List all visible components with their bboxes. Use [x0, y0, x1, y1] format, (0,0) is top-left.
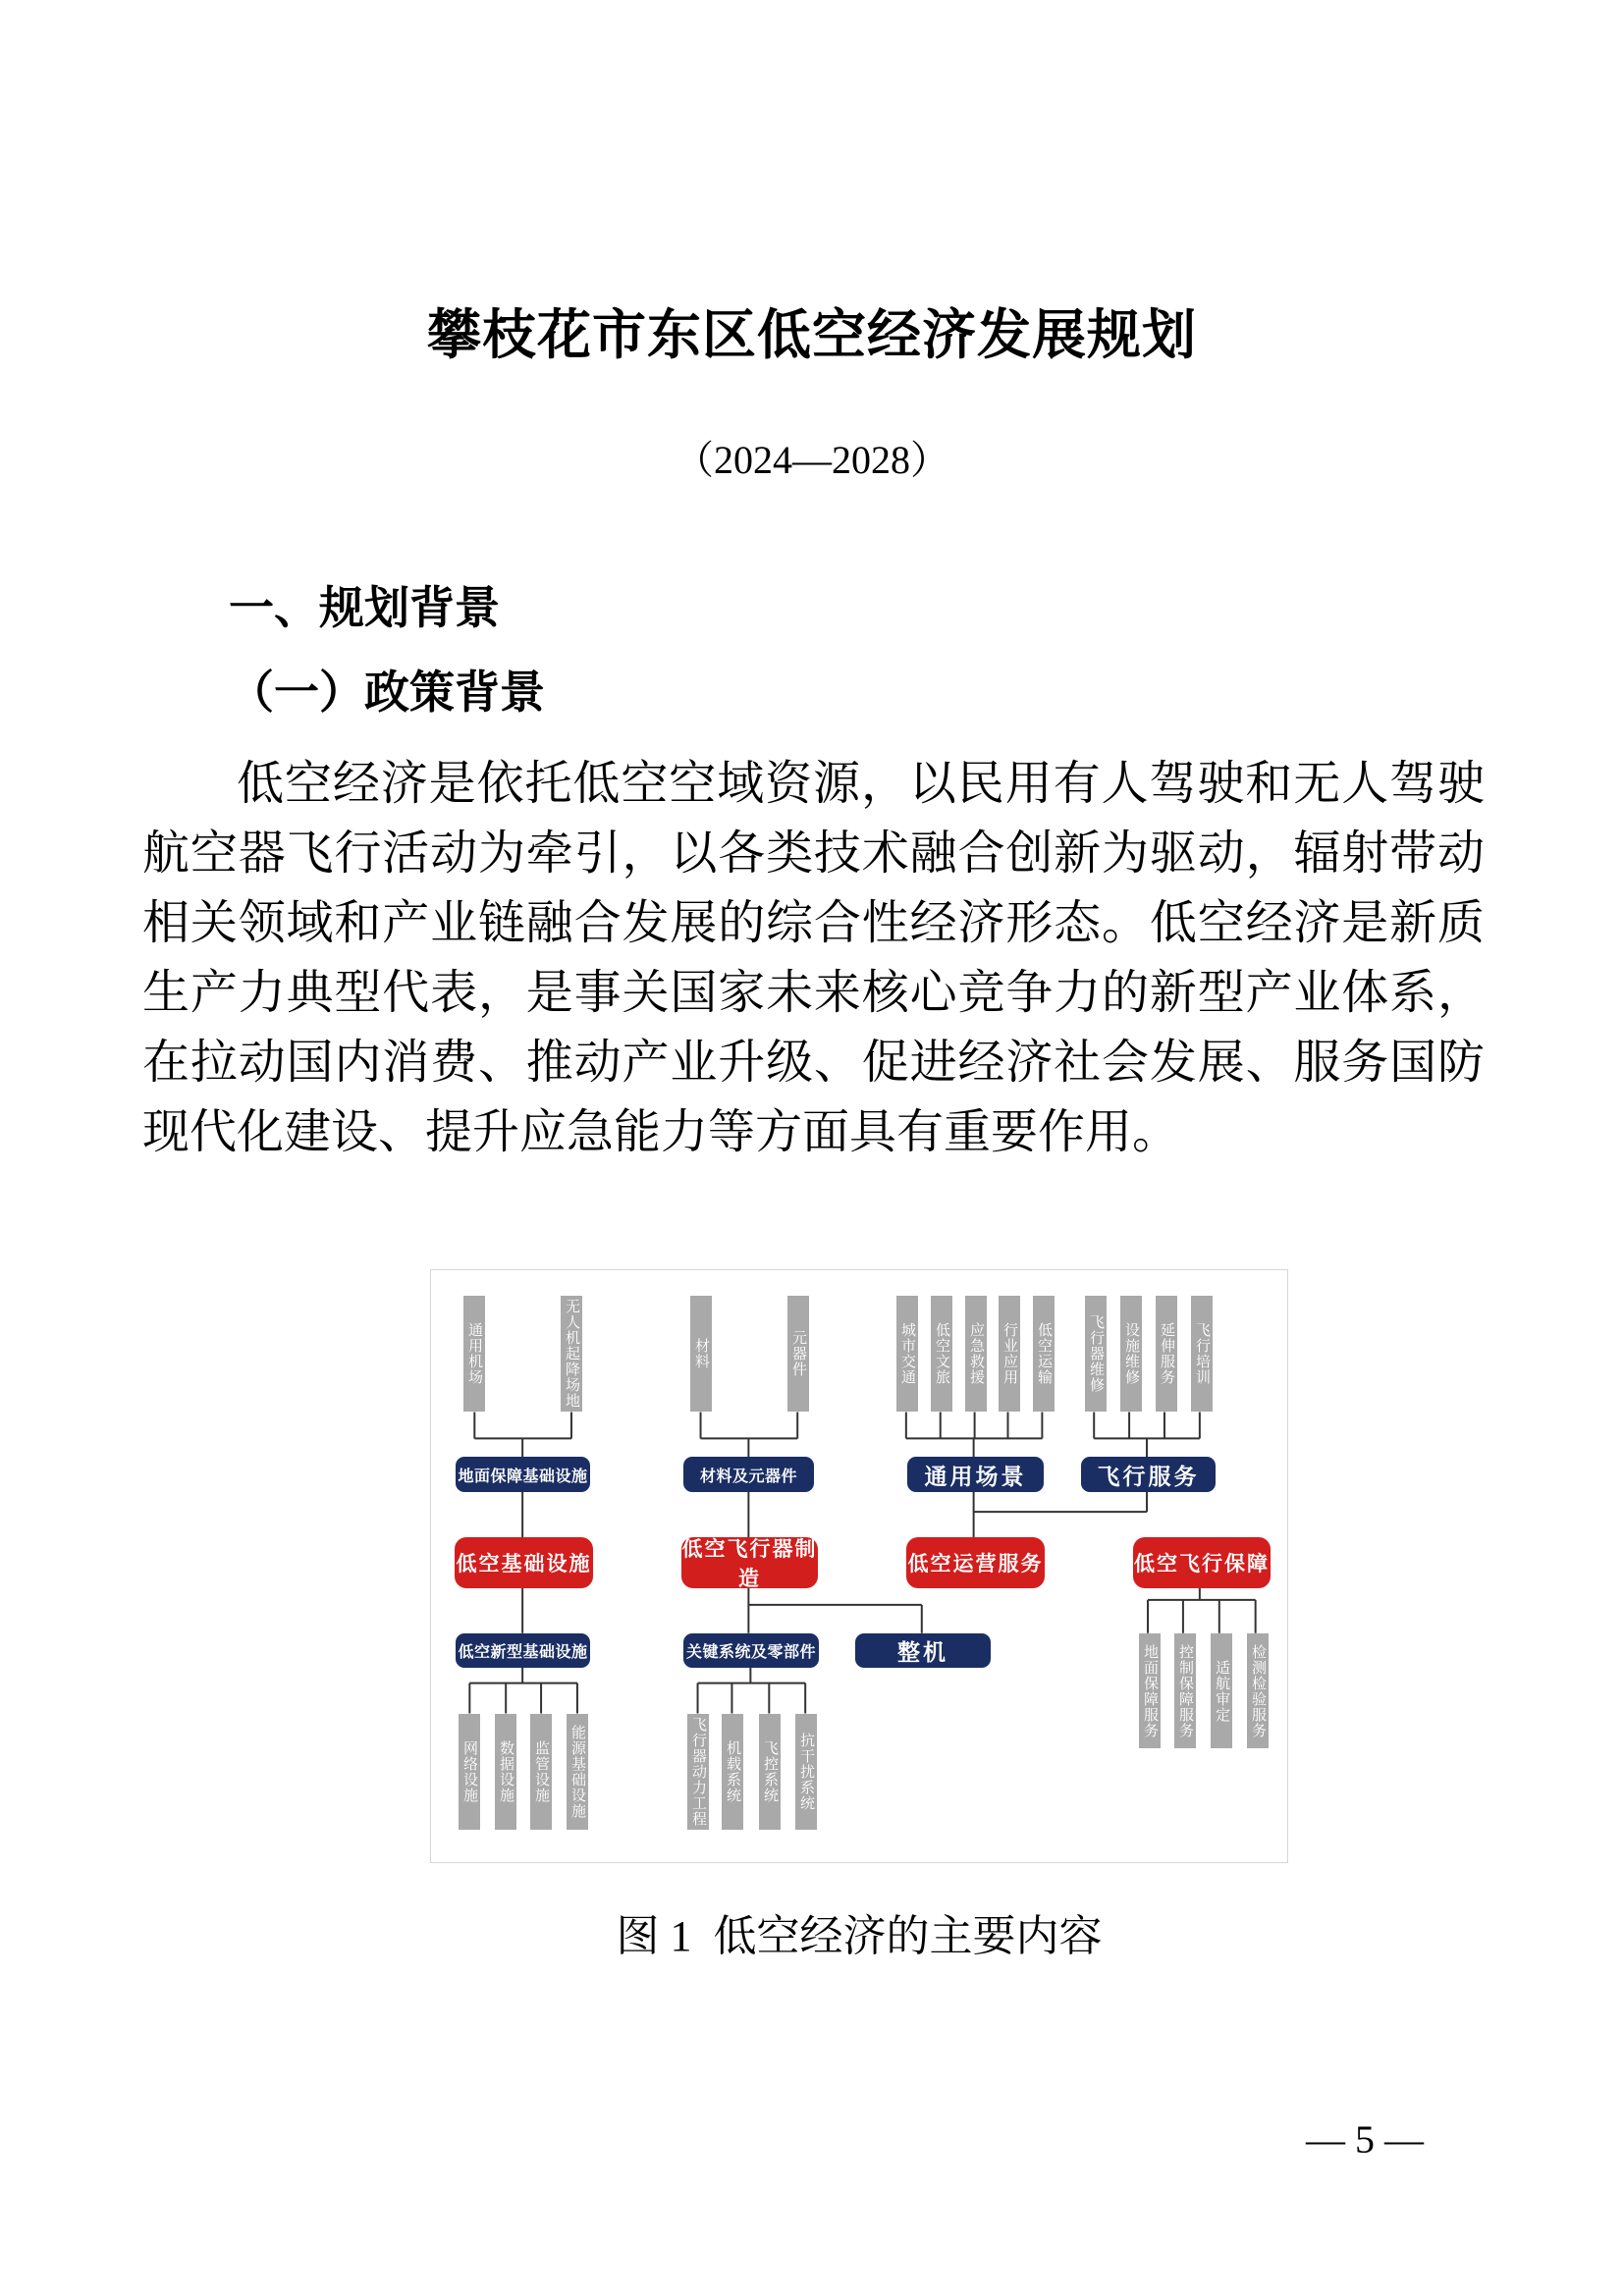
doc-subtitle: （2024—2028） [675, 438, 949, 482]
diagram-node-airworthiness-certification: 适航审定 [1211, 1633, 1232, 1748]
diagram-node-materials-and-components: 材料及元器件 [683, 1457, 814, 1492]
body-paragraph: 低空经济是依托低空空域资源，以民用有人驾驶和无人驾驶航空器飞行活动为牵引，以各类技术融合创新为驱动，辐射带动相关领域和产业链融合发展的综合性经济形态。低空经济是新质生产力典型代表，是事关国家未来核心竞争力的新型产业体系，在拉动国内消费、推动产业升级、促进经济社会发展、服务国防现代化建设、提升应急能力等方面具有重要作用。 [142, 758, 1485, 1158]
diagram-node-flight-support: 低空飞行保障 [1133, 1537, 1271, 1588]
diagram-node-anti-jamming-systems: 抗干扰系统 [795, 1714, 817, 1830]
diagram-node-flight-control-systems: 飞控系统 [759, 1714, 781, 1830]
diagram-node-aircraft-manufacturing: 低空飞行器制造 [681, 1537, 818, 1588]
diagram-node-ground-support-services: 地面保障服务 [1139, 1633, 1161, 1748]
diagram-node-general-scenarios: 通用场景 [907, 1457, 1044, 1492]
diagram-node-key-systems-and-parts: 关键系统及零部件 [683, 1633, 819, 1668]
diagram-node-inspection-services: 检测检验服务 [1247, 1633, 1269, 1748]
diagram-node-flight-power-engineering: 飞行器动力工程 [687, 1714, 709, 1830]
diagram-node-materials: 材料 [690, 1296, 712, 1412]
diagram-node-flight-service: 飞行服务 [1081, 1457, 1216, 1492]
diagram-node-emergency-rescue: 应急救援 [965, 1296, 987, 1412]
doc-title: 攀枝花市东区低空经济发展规划 [426, 305, 1197, 365]
diagram-node-components: 元器件 [787, 1296, 809, 1412]
diagram-node-low-altitude-transport: 低空运输 [1033, 1296, 1055, 1412]
diagram-node-facility-maintenance: 设施维修 [1120, 1296, 1142, 1412]
diagram-node-low-altitude-tourism: 低空文旅 [931, 1296, 952, 1412]
page-number: — 5 — [1306, 2117, 1424, 2162]
diagram-node-control-support-services: 控制保障服务 [1174, 1633, 1196, 1748]
diagram-node-industry-application: 行业应用 [999, 1296, 1020, 1412]
diagram-node-operation-service: 低空运营服务 [906, 1537, 1045, 1588]
diagram-node-ground-support-infrastructure: 地面保障基础设施 [456, 1457, 590, 1492]
diagram-node-energy-infrastructure: 能源基础设施 [567, 1714, 588, 1830]
subsection-heading: （一）政策背景 [229, 667, 545, 718]
diagram-node-airborne-systems: 机载系统 [722, 1714, 743, 1830]
diagram-node-flight-training: 飞行培训 [1191, 1296, 1213, 1412]
diagram-node-data-facilities: 数据设施 [495, 1714, 516, 1830]
section-heading: 一、规划背景 [229, 582, 500, 633]
diagram-node-new-infrastructure: 低空新型基础设施 [456, 1633, 590, 1668]
figure-1-diagram [430, 1269, 1288, 1863]
diagram-node-extended-service: 延伸服务 [1156, 1296, 1177, 1412]
diagram-node-general-airport: 通用机场 [463, 1296, 485, 1412]
diagram-node-complete-aircraft: 整机 [855, 1633, 991, 1668]
diagram-node-low-altitude-infrastructure: 低空基础设施 [455, 1537, 593, 1588]
diagram-node-urban-traffic: 城市交通 [896, 1296, 918, 1412]
diagram-node-aircraft-maintenance: 飞行器维修 [1085, 1296, 1107, 1412]
diagram-node-regulatory-facilities: 监管设施 [530, 1714, 552, 1830]
diagram-node-uav-landing-site: 无人机起降场地 [561, 1296, 582, 1412]
diagram-node-network-facilities: 网络设施 [459, 1714, 480, 1830]
figure-caption: 图 1 低空经济的主要内容 [616, 1912, 1103, 1960]
